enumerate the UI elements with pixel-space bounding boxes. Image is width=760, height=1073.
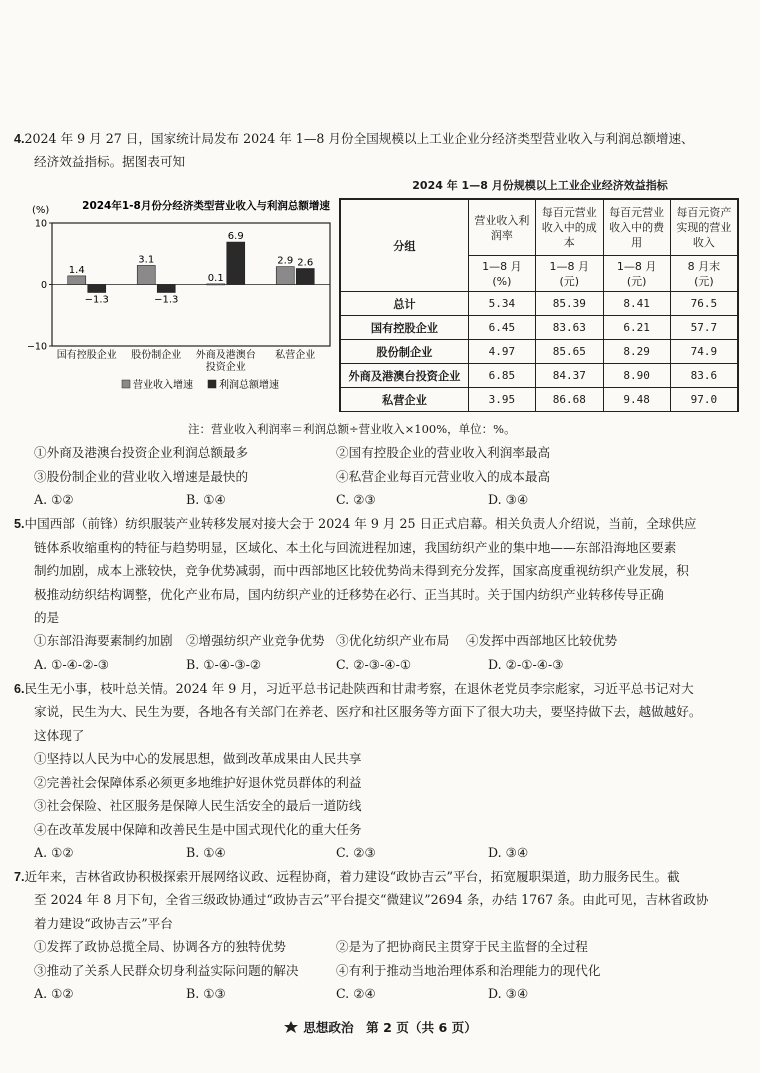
table-cell: 6.21 <box>603 316 670 340</box>
table-row <box>341 292 738 316</box>
table-cell: 83.63 <box>536 316 604 340</box>
table-cell: 97.0 <box>670 388 737 412</box>
y-axis-unit: (%) <box>32 205 50 216</box>
table-cell: 86.68 <box>536 388 604 412</box>
q5-option-1: ①东部沿海要素制约加剧 <box>34 633 173 648</box>
row-label: 国有控股企业 <box>341 316 469 340</box>
q6-choice-b: B. ①④ <box>186 845 226 860</box>
bar <box>88 285 106 293</box>
bar-value-label: 2.9 <box>277 255 294 267</box>
q4-note: 注：营业收入利润率＝利润总额÷营业收入×100%，单位：%。 <box>188 422 516 436</box>
bar <box>68 276 86 285</box>
q4-option-4: ④私营企业每百元营业收入的成本最高 <box>336 469 551 484</box>
q5-line-1 <box>14 515 740 533</box>
q7-option-4: ④有利于推动当地治理体系和治理能力的现代化 <box>336 963 601 978</box>
table-cell: 8.29 <box>603 340 670 364</box>
bar <box>276 267 294 285</box>
table-title: 2024 年 1—8 月份规模以上工业企业经济效益指标 <box>412 179 668 192</box>
q7-choice-d: D. ③④ <box>488 986 529 1001</box>
bar <box>157 285 175 293</box>
bar-value-label: 2.6 <box>297 257 314 269</box>
q6-option-4: ④在改革发展中保障和改善民生是中国式现代化的重大任务 <box>34 822 362 837</box>
q6-text: 民生无小事，枝叶总关情。2024 年 9 月，习近平总书记赴陕西和甘肃考察，在退休老党员李宗彪家，习近平总书记对大 <box>24 681 694 696</box>
y-tick-label: 0 <box>40 280 47 291</box>
q5-number: 5. <box>14 517 25 531</box>
row-label: 外商及港澳台投资企业 <box>341 364 469 388</box>
table-cell: 83.6 <box>670 364 737 388</box>
q5-line-4: 极推动纺织结构调整，优化产业布局，国内纺织产业的迁移势在必行、正当其时。关于国内纺织产业转移传导正确 <box>34 587 664 602</box>
q7-number: 7. <box>14 870 25 884</box>
category-label: 股份制企业 <box>131 350 182 361</box>
bar <box>137 265 155 284</box>
col-unit: 8 月末 (元) <box>670 256 737 292</box>
page-footer <box>0 1017 760 1036</box>
row-label: 私营企业 <box>341 388 469 412</box>
bar-value-label: 6.9 <box>227 231 244 243</box>
col-header: 每百元营业收入中的费用 <box>603 200 670 256</box>
table-cell: 84.37 <box>536 364 604 388</box>
q5-choice-d: D. ②-①-④-③ <box>488 657 564 672</box>
bar <box>227 242 245 284</box>
publisher-logo-icon <box>283 1020 299 1034</box>
q7-line-1 <box>14 868 740 886</box>
q5-choice-b: B. ①-④-③-② <box>186 657 262 672</box>
table-cell: 9.48 <box>603 388 670 412</box>
q4-stem-line1 <box>14 130 740 148</box>
q5-text: 中国西部（前锋）纺织服装产业转移发展对接大会于 2024 年 9 月 25 日正式启幕。相关负责人介绍说，当前，全球供应 <box>24 516 697 531</box>
row-label: 股份制企业 <box>341 340 469 364</box>
q6-line-1 <box>14 680 740 698</box>
q4-choice-b: B. ①④ <box>186 492 226 507</box>
y-tick-label: 10 <box>34 218 47 230</box>
bar-value-label: −1.3 <box>154 294 179 306</box>
table-cell: 85.65 <box>536 340 604 364</box>
q4-stem-line2: 经济效益指标。据图表可知 <box>34 154 186 169</box>
legend-label: 利润总额增速 <box>219 380 279 391</box>
table-row <box>341 364 738 388</box>
q4-choice-c: C. ②③ <box>336 492 376 507</box>
q6-option-2: ②完善社会保障体系必须更多地维护好退休党员群体的利益 <box>34 775 362 790</box>
q5-choice-c: C. ②-③-④-① <box>336 657 412 672</box>
table-cell: 3.95 <box>468 388 535 412</box>
q4-option-1: ①外商及港澳台投资企业利润总额最多 <box>34 445 249 460</box>
legend-swatch <box>122 380 130 388</box>
q6-option-1: ①坚持以人民为中心的发展思想，做到改革成果由人民共享 <box>34 751 362 766</box>
legend-swatch <box>208 380 216 388</box>
q5-choice-a: A. ①-④-②-③ <box>34 657 110 672</box>
q7-line-3: 着力建设“政协吉云”平台 <box>34 916 173 931</box>
q4-choice-a: A. ①② <box>34 492 74 507</box>
growth-bar-chart <box>26 196 335 396</box>
q6-option-3: ③社会保险、社区服务是保障人民生活安全的最后一道防线 <box>34 798 362 813</box>
bar <box>207 284 225 285</box>
q6-choice-c: C. ②③ <box>336 845 376 860</box>
q6-number: 6. <box>14 682 25 696</box>
table-cell: 57.7 <box>670 316 737 340</box>
table-row <box>341 316 738 340</box>
category-label: 私营企业 <box>275 350 316 361</box>
bar-value-label: 1.4 <box>68 264 85 276</box>
q5-line-3: 制约加剧，成本上涨较快，竞争优势减弱，而中西部地区比较优势尚未得到充分发挥，国家高度重视纺织产业发展，积 <box>34 563 689 578</box>
efficiency-table <box>340 199 738 412</box>
group-header: 分组 <box>341 200 469 292</box>
q7-choice-b: B. ①③ <box>186 986 226 1001</box>
bar-value-label: 3.1 <box>138 254 155 266</box>
table-cell: 85.39 <box>536 292 604 316</box>
table-cell: 74.9 <box>670 340 737 364</box>
col-header: 营业收入利润率 <box>468 200 535 256</box>
col-unit: 1—8 月 (%) <box>468 256 535 292</box>
q4-option-2: ②国有控股企业的营业收入利润率最高 <box>336 445 551 460</box>
table-cell: 6.45 <box>468 316 535 340</box>
q7-text: 近年来，吉林省政协积极探索开展网络议政、远程协商，着力建设“政协吉云”平台，拓宽履职渠道，助力服务民生。截 <box>24 869 680 884</box>
table-cell: 6.85 <box>468 364 535 388</box>
q4-number: 4. <box>14 132 25 146</box>
col-unit: 1—8 月 (元) <box>603 256 670 292</box>
bar-value-label: −1.3 <box>84 294 109 306</box>
q7-option-2: ②是为了把协商民主贯穿于民主监督的全过程 <box>336 939 588 954</box>
q6-choice-d: D. ③④ <box>488 845 529 860</box>
chart-title: 2024年1-8月份分经济类型营业收入与利润总额增速 <box>82 200 330 212</box>
table-cell: 8.41 <box>603 292 670 316</box>
row-label: 总计 <box>341 292 469 316</box>
q7-choice-a: A. ①② <box>34 986 74 1001</box>
q6-choice-a: A. ①② <box>34 845 74 860</box>
q6-line-2: 家说，民生为大、民生为要，各地各有关部门在养老、医疗和社区服务等方面下了很大功夫，要坚持做下去，越做越好。 <box>34 704 702 719</box>
col-header: 每百元营业收入中的成本 <box>536 200 604 256</box>
table-cell: 8.90 <box>603 364 670 388</box>
category-label: 国有控股企业 <box>56 350 117 361</box>
col-unit: 1—8 月 (元) <box>536 256 604 292</box>
y-tick-label: −10 <box>26 341 47 353</box>
category-label: 投资企业 <box>205 362 246 373</box>
table-cell: 4.97 <box>468 340 535 364</box>
table-cell: 5.34 <box>468 292 535 316</box>
q4-choice-d: D. ③④ <box>488 492 529 507</box>
table-row <box>341 340 738 364</box>
col-header: 每百元资产实现的营业收入 <box>670 200 737 256</box>
table-row <box>341 388 738 412</box>
q4-option-3: ③股份制企业的营业收入增速是最快的 <box>34 469 249 484</box>
q7-choice-c: C. ②④ <box>336 986 376 1001</box>
category-label: 外商及港澳台 <box>195 350 256 361</box>
q7-option-3: ③推动了关系人民群众切身利益实际问题的解决 <box>34 963 299 978</box>
q7-option-1: ①发挥了政协总揽全局、协调各方的独特优势 <box>34 939 286 954</box>
footer-text: 思想政治 第 2 页（共 6 页） <box>303 1020 477 1035</box>
q5-option-4: ④发挥中西部地区比较优势 <box>466 633 618 648</box>
q6-line-3: 这体现了 <box>34 728 85 743</box>
table-cell: 76.5 <box>670 292 737 316</box>
bar <box>296 269 314 285</box>
q5-option-2: ②增强纺织产业竞争优势 <box>186 633 325 648</box>
bar-value-label: 0.1 <box>207 272 224 284</box>
legend-label: 营业收入增速 <box>133 380 193 391</box>
q5-option-3: ③优化纺织产业布局 <box>336 633 450 648</box>
q5-line-2: 链体系收缩重构的特征与趋势明显，区域化、本土化与回流进程加速，我国纺织产业的集中地——东部沿海地区要素 <box>34 540 677 555</box>
q4-stem-text1: 2024 年 9 月 27 日，国家统计局发布 2024 年 1—8 月份全国规模以上工业企业分经济类型营业收入与利润总额增速、 <box>24 131 694 146</box>
q5-line-5: 的是 <box>34 610 60 625</box>
q7-line-2: 至 2024 年 8 月下旬，全省三级政协通过“政协吉云”平台提交“微建议”2694 条，办结 1767 条。由此可见，吉林省政协 <box>34 892 709 907</box>
